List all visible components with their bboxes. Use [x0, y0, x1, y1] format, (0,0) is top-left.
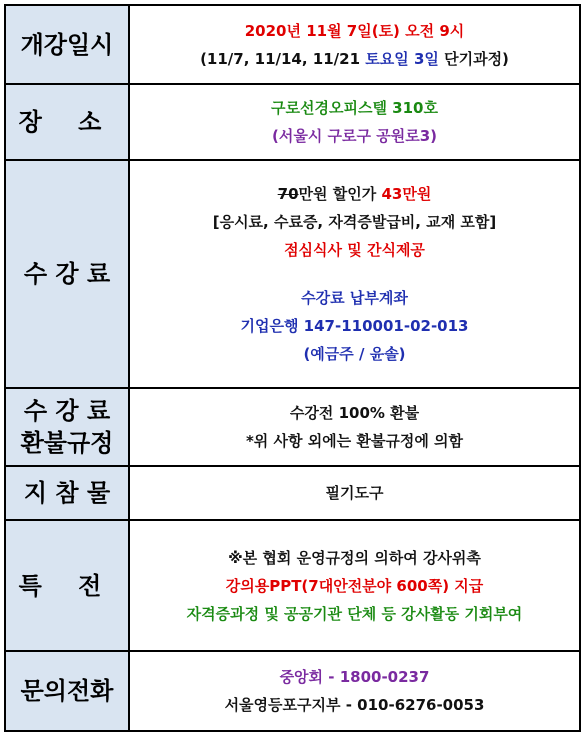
row-place: [5, 84, 580, 160]
benefits-line2: 강의용PPT(7대안전분야 600쪽) 지급: [225, 576, 484, 595]
fee-meal: 점심식사 및 간식제공: [284, 241, 425, 259]
fee-account-holder: (예금주 / 윤솔): [303, 345, 406, 363]
contact-line1: 중앙회 - 1800-0237: [279, 668, 430, 686]
value-place: [129, 84, 580, 160]
label-refund-line2: 환불규정: [20, 429, 114, 457]
row-contact: [5, 651, 580, 731]
date-schedule-c: 단기과정): [438, 49, 509, 68]
label-fee: 수 강 료: [5, 160, 129, 388]
value-contact: [129, 651, 580, 731]
benefits-line3: 자격증과정 및 공공기관 단체 등 강사활동 기회부여: [186, 604, 523, 623]
fee-account-number: 기업은행 147-110001-02-013: [240, 317, 469, 335]
value-date: [129, 5, 580, 84]
value-items: [129, 466, 580, 520]
place-address: (서울시 구로구 공원로3): [271, 127, 437, 145]
label-benefits: 특 전: [5, 520, 129, 651]
row-items: [5, 466, 580, 520]
course-info-table: [4, 4, 581, 732]
value-benefits: [129, 520, 580, 651]
items-line1: 필기도구: [325, 484, 384, 502]
fee-price-mid: 만원 할인가: [298, 185, 382, 203]
fee-account-title: 수강료 납부계좌: [301, 289, 408, 307]
row-benefits: [5, 520, 580, 651]
value-refund: [129, 388, 580, 466]
label-contact: 문의전화: [5, 651, 129, 731]
date-schedule-b: 토요일 3일: [365, 49, 439, 68]
refund-line1: 수강전 100% 환불: [289, 404, 420, 422]
place-name: 구로선경오피스텔 310호: [271, 99, 438, 117]
fee-includes: [응시료, 수료증, 자격증발급비, 교재 포함]: [212, 213, 497, 231]
fee-spacer: [130, 264, 579, 284]
fee-price-old: 70: [277, 185, 299, 203]
date-datetime: 2020년 11월 7일(토) 오전 9시: [244, 21, 465, 40]
row-fee: [5, 160, 580, 388]
row-date: [5, 5, 580, 84]
label-refund: [5, 388, 129, 466]
label-refund-line1: 수 강 료: [23, 397, 111, 425]
fee-price: [130, 180, 579, 208]
label-place: 장 소: [5, 84, 129, 160]
refund-line2: *위 사항 외에는 환불규정에 의함: [245, 432, 464, 450]
label-date: 개강일시: [5, 5, 129, 84]
label-items: 지 참 물: [5, 466, 129, 520]
date-schedule-a: (11/7, 11/14, 11/21: [200, 49, 366, 68]
fee-price-new: 43만원: [381, 185, 432, 203]
value-fee: [129, 160, 580, 388]
date-schedule: [130, 45, 579, 73]
benefits-line1: ※본 협회 운영규정의 의하여 강사위촉: [228, 548, 481, 567]
row-refund: [5, 388, 580, 466]
contact-line2: 서울영등포구지부 - 010-6276-0053: [224, 696, 485, 714]
